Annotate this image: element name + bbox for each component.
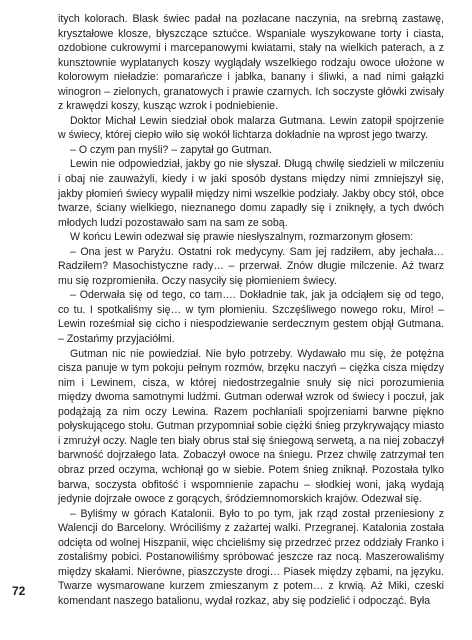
paragraph-3: – O czym pan myśli? – zapytał go Gutman. bbox=[70, 143, 272, 156]
paragraph-4: Lewin nie odpowiedział, jakby go nie słyszał. Długą chwilę siedzieli w milczeniu i obaj nie zauważyli, kiedy i w jaki sposób dystans między nimi zmniejszył się, jakby płomień świecy wypalił między nimi wszelkie podziały. Jakby obcy stół, obce twarze, ściany wielkiego, nieznanego domu zapadły się i zniknęły, a tych dwóch młodych ludzi pozostawało sam na sam ze sobą. bbox=[58, 158, 444, 229]
page-text-block bbox=[58, 12, 444, 608]
page-number: 72 bbox=[12, 584, 26, 598]
paragraph-7: – Oderwała się od tego, co tam…. Dokładnie tak, jak ja odciąłem się od tego, co tu. I spotkaliśmy się… w tym płomieniu. Szczęśliwego nowego roku, Miro! – Lewin roześmiał się cicho i niespodziewanie serdecznym gestem objął Gutmana. – Zostańmy przyjaciółmi. bbox=[58, 289, 444, 346]
paragraph-2: Doktor Michał Lewin siedział obok malarza Gutmana. Lewin zatopił spojrzenie w świecy, której ciepło wiło się wokół lichtarza dokładnie na wprost jego twarzy. bbox=[58, 114, 444, 142]
paragraph-9: – Byliśmy w górach Katalonii. Było to po tym, jak rząd został przeniesiony z Walencji do Barcelony. Wróciliśmy z zażartej walki. Przegranej. Katalonia została odcięta od wolnej Hiszpanii, więc chcieliśmy się przedrzeć przez oddziały Franko i zostaliśmy pobici. Postanowiliśmy spróbować jeszcze raz nocą. Maszerowaliśmy między skałami. Nierówne, piaszczyste drogi… Piasek między zębami, na języku. Twarze wysmarowane kurzem zmieszanym z potem… z krwią. Aż Miki, czeski komendant naszego batalionu, wydał rozkaz, aby się podzielić i odpocząć. Była bbox=[58, 507, 444, 607]
paragraph-8: Gutman nic nie powiedział. Nie było potrzeby. Wydawało mu się, że potężna cisza panuje w tym pokoju pełnym rozmów, brzęku naczyń – ciężka cisza między nim i Lewinem, cisza, w której niedostrzegalnie snuły się nici porozumienia między dwoma samotnymi ludźmi. Gutman oderwał wzrok od świecy i poczuł, jak podążają za nim oczy Lewina. Razem pochłaniali spojrzeniami barwne piękno połyskującego stołu. Gutman przypomniał sobie ciężki śnieg przykrywający miasto i zmrużył oczy. Nagle ten biały obrus stał się śniegową serwetą, a na niej zobaczył barwność dojrzałego lata. Zobaczył owoce na śniegu. Przez chwilę zatrzymał ten obraz przed oczyma, wchłonął go w siebie. Potem śnieg zniknął. Pozostała tylko barwa, soczysta obfitość i wspomnienie zapachu – słodkiej woni, jaką wydają jedynie dojrzałe owoce z gorących, śródziemnomorskich krajów. Odezwał się. bbox=[58, 347, 444, 506]
paragraph-1: itych kolorach. Blask świec padał na pozłacane naczynia, na srebrną zastawę, kryształowe klosze, błyszczące sztućce. Wspaniale wyszykowane torty i ciasta, ozdobione cukrowymi i marcepanowymi kwiatami, stały na wielkich paterach, a z kunsztownie wyplatanych koszy wyglądały wszelkiego rodzaju owoce ułożone w kolorowym nieładzie: pomarańcze i jabłka, banany i śliwki, a nad nimi gałązki winogron – zielonych, granatowych i prawie czarnych. Ich soczyste główki zwisały z krawędzi koszy, kusząc wzrok i podniebienie. bbox=[58, 13, 444, 113]
paragraph-6: – Ona jest w Paryżu. Ostatni rok medycyny. Sam jej radziłem, aby jechała… Radziłem? Masochistyczne rady… – przerwał. Znów długie milczenie. Aż twarz mu się rozpromieniła. Oczy nasyciły się płomieniem świecy. bbox=[58, 245, 444, 287]
paragraph-5: W końcu Lewin odezwał się prawie niesłyszalnym, rozmarzonym głosem: bbox=[70, 231, 414, 244]
